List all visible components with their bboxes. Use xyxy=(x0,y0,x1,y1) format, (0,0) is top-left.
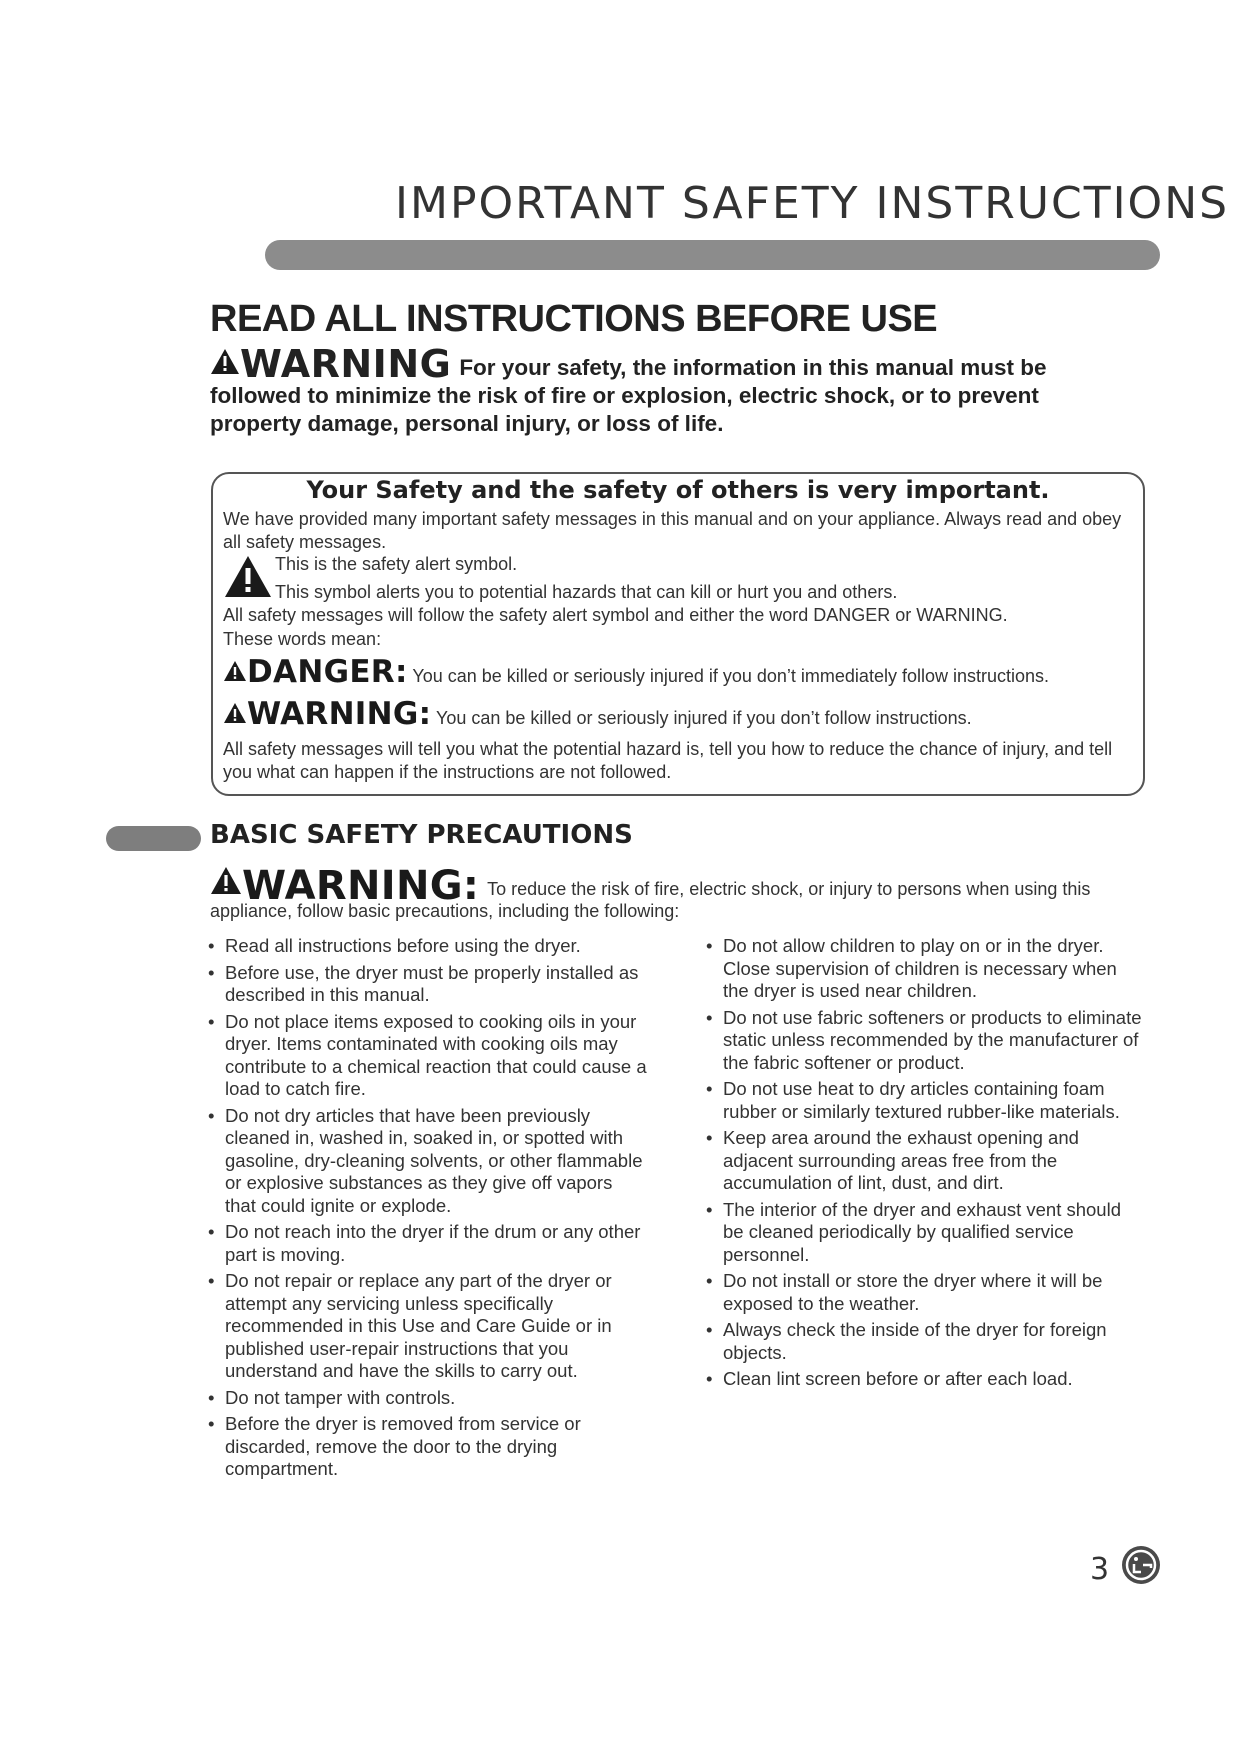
list-item: • Always check the inside of the dryer for foreign objects. xyxy=(706,1319,1146,1364)
page-title: IMPORTANT SAFETY INSTRUCTIONS xyxy=(395,178,1230,229)
danger-triangle-icon xyxy=(223,660,247,682)
danger-word: DANGER: xyxy=(247,654,408,690)
precautions-list-left xyxy=(208,935,648,1485)
safety-box-line-4: All safety messages will tell you what the potential hazard is, tell you how to reduce the chance of injury, and tell you what can happen if the instructions are not followed. xyxy=(223,739,1113,782)
safety-alert-icon xyxy=(223,554,273,599)
intro-warning-text: For your safety, the information in this manual must be followed to minimize the risk of fire or explosion, electric shock, or to prevent property damage, personal injury, or loss of life. xyxy=(210,355,1047,436)
read-all-heading: READ ALL INSTRUCTIONS BEFORE USE xyxy=(210,298,938,340)
list-item: • The interior of the dryer and exhaust vent should be cleaned periodically by qualified service personnel. xyxy=(706,1199,1146,1267)
danger-row xyxy=(223,654,1138,690)
warning-word: WARNING: xyxy=(242,863,480,909)
list-item: • Clean lint screen before or after each load. xyxy=(706,1368,1146,1391)
safety-box-line-2: All safety messages will follow the safety alert symbol and either the word DANGER or WARNING. xyxy=(223,605,1008,625)
title-underline-bar xyxy=(265,240,1160,270)
page-number: 3 xyxy=(1090,1552,1110,1587)
list-item: • Before use, the dryer must be properly installed as described in this manual. xyxy=(208,962,648,1007)
precautions-warning-text: To reduce the risk of fire, electric shock, or injury to persons when using this appliance, follow basic precautions, including the following: xyxy=(210,879,1091,921)
list-item: • Do not allow children to play on or in the dryer. Close supervision of children is necessary when the dryer is used near children. xyxy=(706,935,1146,1003)
warning-triangle-icon xyxy=(223,702,247,724)
list-item: • Before the dryer is removed from service or discarded, remove the door to the drying compartment. xyxy=(208,1413,648,1481)
safety-message-box xyxy=(211,472,1145,796)
list-item: • Do not reach into the dryer if the drum or any other part is moving. xyxy=(208,1221,648,1266)
list-item: • Do not use fabric softeners or products to eliminate static unless recommended by the manufacturer of the fabric softener or product. xyxy=(706,1007,1146,1075)
symbol-line-1: This is the safety alert symbol. xyxy=(275,554,518,574)
danger-text: You can be killed or seriously injured if you don’t immediately follow instructions. xyxy=(412,666,1050,686)
lg-logo-icon xyxy=(1121,1545,1161,1585)
warning-word: WARNING xyxy=(240,342,452,386)
safety-box-heading: Your Safety and the safety of others is very important. xyxy=(306,476,1050,504)
safety-box-line-3: These words mean: xyxy=(223,629,382,649)
warning-triangle-icon xyxy=(210,348,240,375)
section-title: BASIC SAFETY PRECAUTIONS xyxy=(210,820,633,850)
list-item: • Do not use heat to dry articles containing foam rubber or similarly textured rubber-like materials. xyxy=(706,1078,1146,1123)
precautions-list-right xyxy=(706,935,1146,1395)
list-item: • Do not repair or replace any part of the dryer or attempt any servicing unless specifically recommended in this Use and Care Guide or in published user-repair instructions that you understand and have the skills to carry out. xyxy=(208,1270,648,1383)
intro-warning xyxy=(210,342,1090,438)
list-item: • Keep area around the exhaust opening and adjacent surrounding areas free from the accumulation of lint, dust, and dirt. xyxy=(706,1127,1146,1195)
safety-box-intro: We have provided many important safety messages in this manual and on your appliance. Always read and obey all safety messages. xyxy=(223,509,1122,552)
warning-word: WARNING: xyxy=(247,696,432,732)
list-item: • Do not place items exposed to cooking oils in your dryer. Items contaminated with cooking oils may contribute to a chemical reaction that could cause a load to catch fire. xyxy=(208,1011,648,1101)
precautions-warning xyxy=(210,863,1140,922)
warning-triangle-icon xyxy=(210,866,242,895)
warning-text: You can be killed or seriously injured if you don’t follow instructions. xyxy=(436,708,972,728)
section-marker-pill xyxy=(106,826,201,851)
list-item: • Read all instructions before using the dryer. xyxy=(208,935,648,958)
list-item: • Do not install or store the dryer where it will be exposed to the weather. xyxy=(706,1270,1146,1315)
warning-row xyxy=(223,696,1138,732)
list-item: • Do not dry articles that have been previously cleaned in, washed in, soaked in, or spotted with gasoline, dry-cleaning solvents, or other flammable or explosive substances as they give off vapors that could ignite or explode. xyxy=(208,1105,648,1218)
list-item: • Do not tamper with controls. xyxy=(208,1387,648,1410)
symbol-line-2: This symbol alerts you to potential hazards that can kill or hurt you and others. xyxy=(275,582,898,602)
